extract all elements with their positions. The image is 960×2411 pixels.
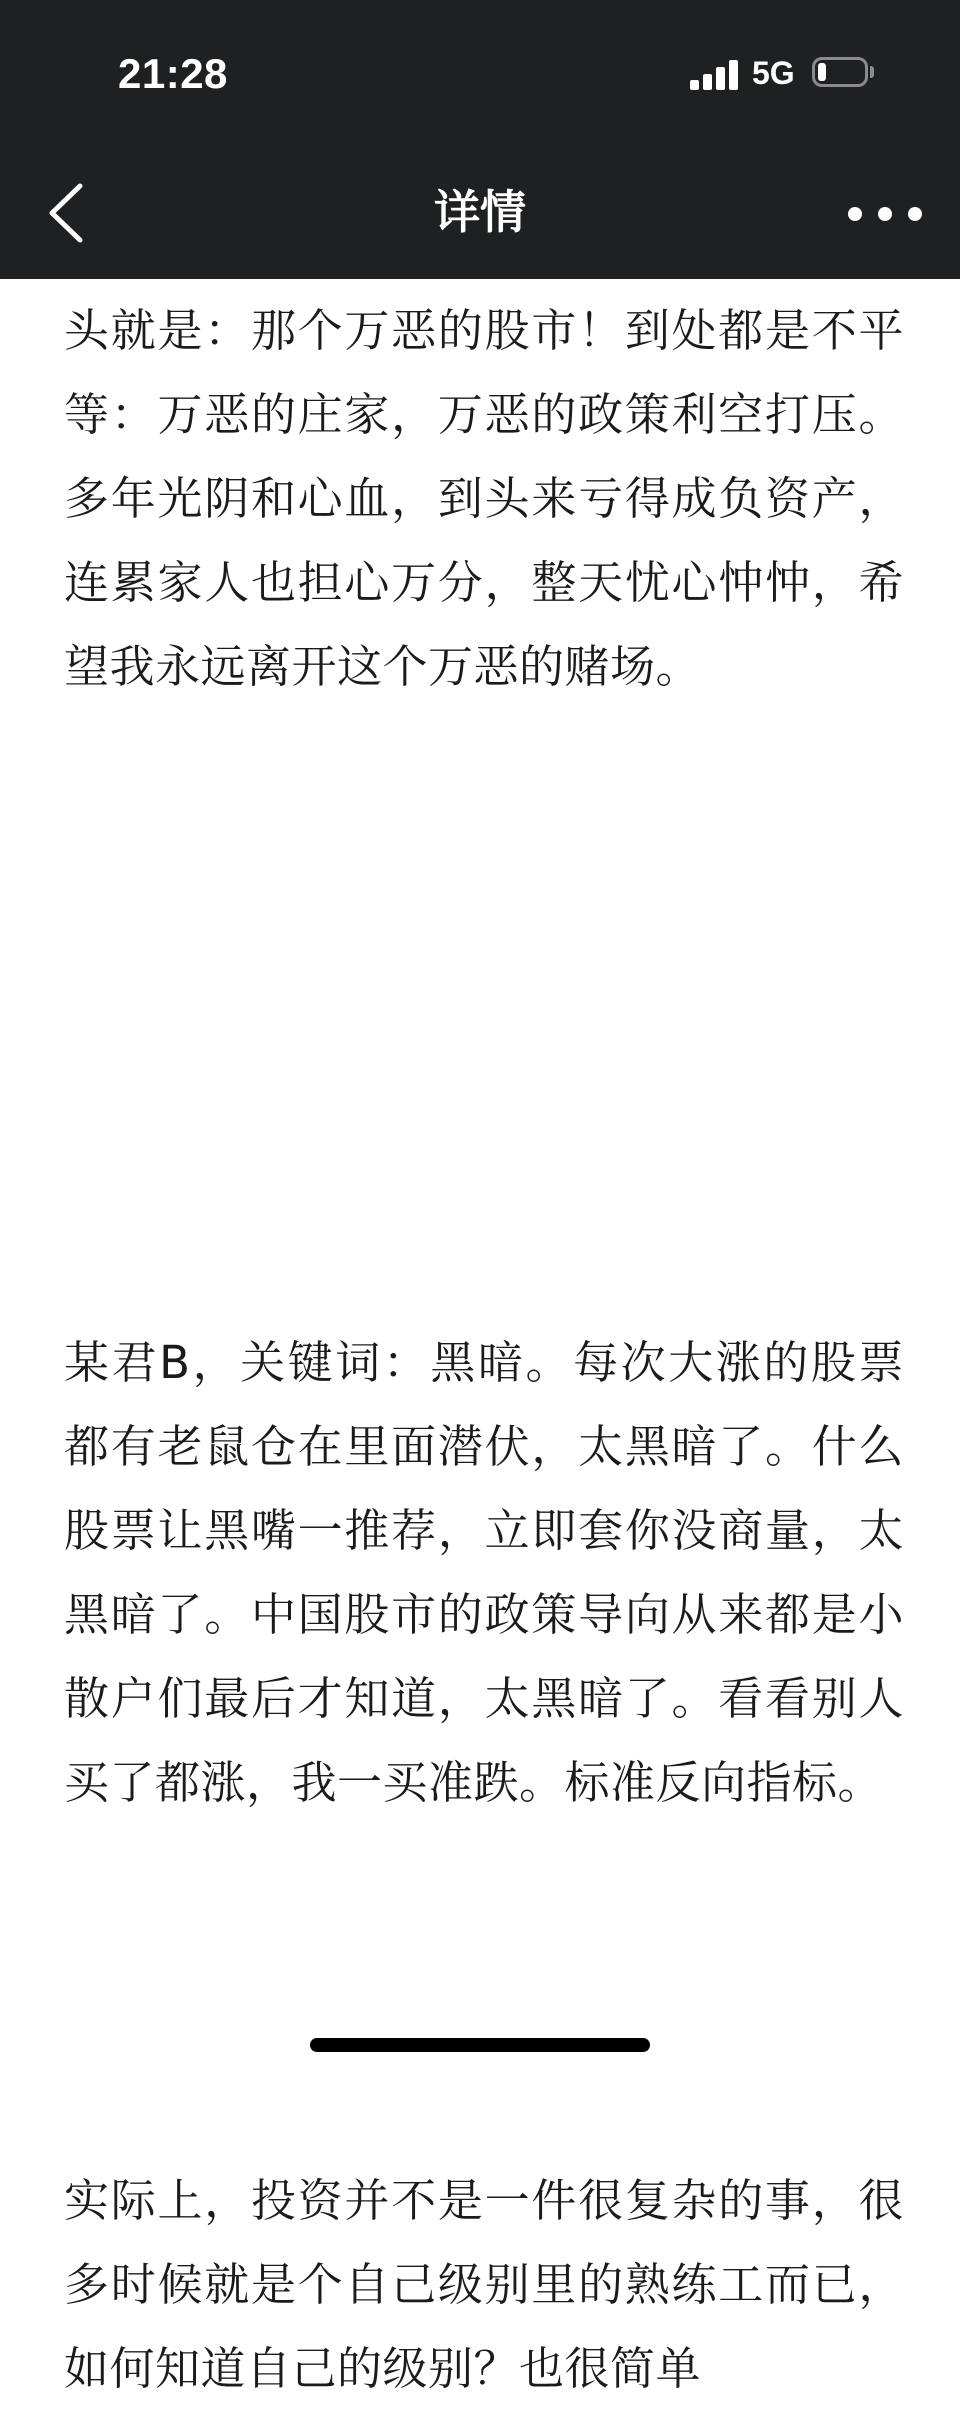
signal-icon [690,60,738,90]
top-bar [0,0,960,279]
battery-tip [870,66,874,78]
battery-icon [812,57,868,87]
article-paragraph: 实际上，投资并不是一件很复杂的事，很多时候就是个自己级别里的熟练工而已，如何知道自己的级别？也很简单 [64,2174,904,2395]
page-title: 详情 [434,185,526,239]
status-time: 21:28 [118,50,228,97]
article-paragraph: 头就是：那个万恶的股市！到处都是不平等：万恶的庄家，万恶的政策利空打压。多年光阴和心血，到头来亏得成负资产，连累家人也担心万分，整天忧心忡忡，希望我永远离开这个万恶的赌场。 [64,304,904,693]
home-indicator[interactable] [310,2038,650,2052]
network-label: 5G [752,55,795,91]
article-paragraph: 某君B，关键词：黑暗。每次大涨的股票都有老鼠仓在里面潜伏，太黑暗了。什么股票让黑嘴一推荐，立即套你没商量，太黑暗了。中国股市的政策导向从来都是小散户们最后才知道，太黑暗了。看看别人买了都涨，我一买准跌。标准反向指标。 [64,1336,904,1809]
more-button[interactable] [840,195,940,231]
